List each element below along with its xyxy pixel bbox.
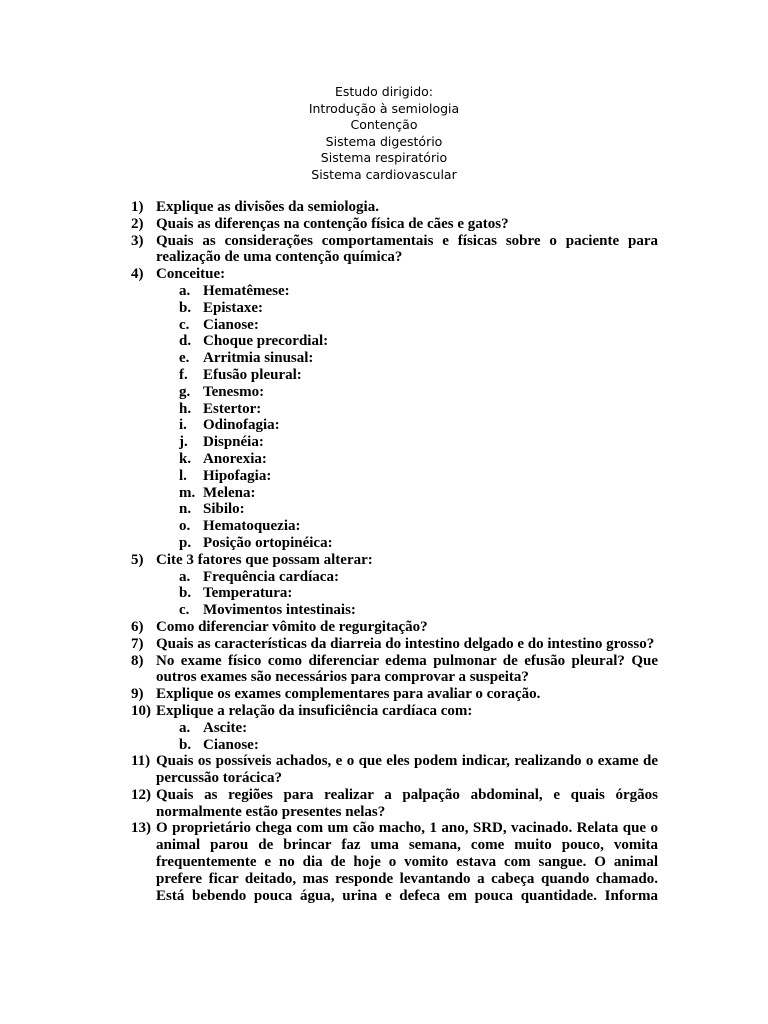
- sub-item-label: d.: [179, 333, 192, 350]
- sub-item-text: Odinofagia:: [203, 417, 280, 434]
- document-header: [0, 84, 768, 184]
- sub-item-label: o.: [179, 518, 191, 535]
- sub-item-text: Hipofagia:: [203, 467, 272, 484]
- question-number: 13): [131, 820, 151, 837]
- sub-item-text: Ascite:: [203, 719, 248, 736]
- sub-item: [131, 417, 658, 434]
- sub-item: [131, 737, 658, 754]
- header-line-5: Sistema respiratório: [320, 150, 448, 166]
- sub-item: [131, 585, 658, 602]
- header-line-6: Sistema cardiovascular: [311, 166, 457, 182]
- question-9: [131, 686, 658, 703]
- sub-item-label: p.: [179, 534, 192, 551]
- sub-item-text: Anorexia:: [203, 450, 267, 467]
- question-number: 10): [131, 702, 151, 719]
- sub-item-label: c.: [179, 316, 190, 333]
- question-text: Explique as divisões da semiologia.: [156, 199, 379, 215]
- sub-item-label: f.: [179, 366, 188, 383]
- sub-item: [131, 434, 658, 451]
- header-line-1: Estudo dirigido:: [334, 84, 433, 99]
- sub-item-text: Frequência cardíaca:: [203, 568, 339, 585]
- sub-item: [131, 501, 658, 518]
- sub-item-label: c.: [179, 602, 190, 619]
- sub-item-text: Efusão pleural:: [203, 366, 302, 383]
- question-1: [131, 199, 658, 216]
- question-number: 1): [131, 199, 144, 215]
- header-line-4: Sistema digestório: [325, 133, 443, 149]
- sub-item-text: Posição ortopinéica:: [203, 534, 333, 551]
- question-number: 6): [131, 618, 144, 635]
- sub-item-text: Tenesmo:: [203, 383, 265, 400]
- sub-item: [131, 518, 658, 535]
- sub-item: [131, 468, 658, 485]
- sub-item-text: Cianose:: [203, 736, 259, 753]
- sub-item: [131, 384, 658, 401]
- question-text: Explique os exames complementares para avaliar o coração.: [156, 686, 541, 703]
- sub-item: [131, 451, 658, 468]
- question-2: [131, 216, 658, 233]
- sub-item-label: h.: [179, 400, 192, 417]
- sub-item-label: a.: [179, 719, 191, 736]
- question-13: [131, 820, 658, 904]
- sub-item-label: e.: [179, 350, 190, 367]
- question-4: [131, 266, 658, 283]
- question-text: Conceitue:: [156, 266, 226, 283]
- sub-item: [131, 367, 658, 384]
- question-text: No exame físico como diferenciar edema pulmonar de efusão pleural? Que outros exames são necessários para comprovar a suspeita?: [156, 652, 658, 686]
- sub-item-text: Choque precordial:: [203, 333, 329, 350]
- question-number: 12): [131, 786, 151, 803]
- sub-item-text: Melena:: [203, 484, 256, 501]
- question-5: [131, 552, 658, 569]
- sub-item-text: Hematoquezia:: [203, 518, 301, 535]
- sub-item: [131, 720, 658, 737]
- sub-item: [131, 300, 658, 317]
- sub-item-label: j.: [179, 434, 188, 451]
- sub-item-label: l.: [179, 467, 187, 484]
- sub-item-label: g.: [179, 383, 191, 400]
- question-text: Cite 3 fatores que possam alterar:: [156, 551, 373, 568]
- question-number: 9): [131, 686, 144, 703]
- sub-item-text: Cianose:: [203, 316, 259, 333]
- question-text: Explique a relação da insuficiência cardíaca com:: [156, 702, 473, 719]
- question-text: Como diferenciar vômito de regurgitação?: [156, 618, 428, 635]
- question-11: [131, 753, 658, 787]
- question-number: 8): [131, 652, 144, 669]
- sub-item-text: Sibilo:: [203, 501, 245, 518]
- question-12: [131, 787, 658, 821]
- question-6: [131, 619, 658, 636]
- sub-item: [131, 569, 658, 586]
- question-8: [131, 653, 658, 687]
- question-number: 4): [131, 266, 144, 283]
- question-number: 11): [131, 753, 151, 770]
- question-text: O proprietário chega com um cão macho, 1 ano, SRD, vacinado. Relata que o animal parou de brincar faz uma semana, come muito pouco, vomita frequentemente e no dia de hoje o vomito estava com sangue. O animal prefere ficar deitado, mas responde levantando a cabeça quando chamado. Está bebendo pouca água, urina e defeca em pouca quantidade. Informa: [156, 820, 658, 904]
- sub-item: [131, 535, 658, 552]
- sub-item-text: Movimentos intestinais:: [203, 602, 356, 619]
- sub-item-label: n.: [179, 501, 192, 518]
- sub-item-text: Epistaxe:: [203, 299, 263, 316]
- sub-item-label: k.: [179, 450, 192, 467]
- question-number: 3): [131, 232, 144, 249]
- question-text: Quais as regiões para realizar a palpação abdominal, e quais órgãos normalmente estão presentes nelas?: [156, 786, 658, 820]
- question-10: [131, 703, 658, 720]
- question-list: [131, 199, 658, 904]
- sub-item-label: b.: [179, 585, 192, 602]
- sub-item-label: m.: [179, 484, 196, 501]
- sub-item-text: Estertor:: [203, 400, 262, 417]
- sub-item-label: b.: [179, 299, 192, 316]
- sub-item: [131, 485, 658, 502]
- sub-item: [131, 350, 658, 367]
- question-number: 5): [131, 551, 144, 568]
- sub-item-label: i.: [179, 417, 187, 434]
- sub-item: [131, 333, 658, 350]
- sub-item-text: Temperatura:: [203, 585, 293, 602]
- question-7: [131, 636, 658, 653]
- header-line-3: Contenção: [350, 117, 418, 133]
- question-text: Quais as características da diarreia do intestino delgado e do intestino grosso?: [156, 635, 655, 652]
- question-text: Quais as considerações comportamentais e físicas sobre o paciente para realização de uma contenção química?: [156, 232, 658, 266]
- sub-item: [131, 317, 658, 334]
- sub-item-label: a.: [179, 282, 191, 299]
- question-text: Quais as diferenças na contenção física de cães e gatos?: [156, 215, 509, 232]
- question-text: Quais os possíveis achados, e o que eles podem indicar, realizando o exame de percussão torácica?: [156, 753, 658, 787]
- question-number: 2): [131, 215, 144, 232]
- sub-item-text: Dispnéia:: [203, 434, 264, 451]
- sub-item-label: a.: [179, 568, 191, 585]
- sub-item: [131, 401, 658, 418]
- sub-item-text: Arritmia sinusal:: [203, 350, 314, 367]
- sub-item: [131, 602, 658, 619]
- sub-item: [131, 283, 658, 300]
- sub-item-label: b.: [179, 736, 192, 753]
- sub-item-text: Hematêmese:: [203, 282, 290, 299]
- question-number: 7): [131, 635, 144, 652]
- header-line-2: Introdução à semiologia: [308, 100, 460, 116]
- question-3: [131, 233, 658, 267]
